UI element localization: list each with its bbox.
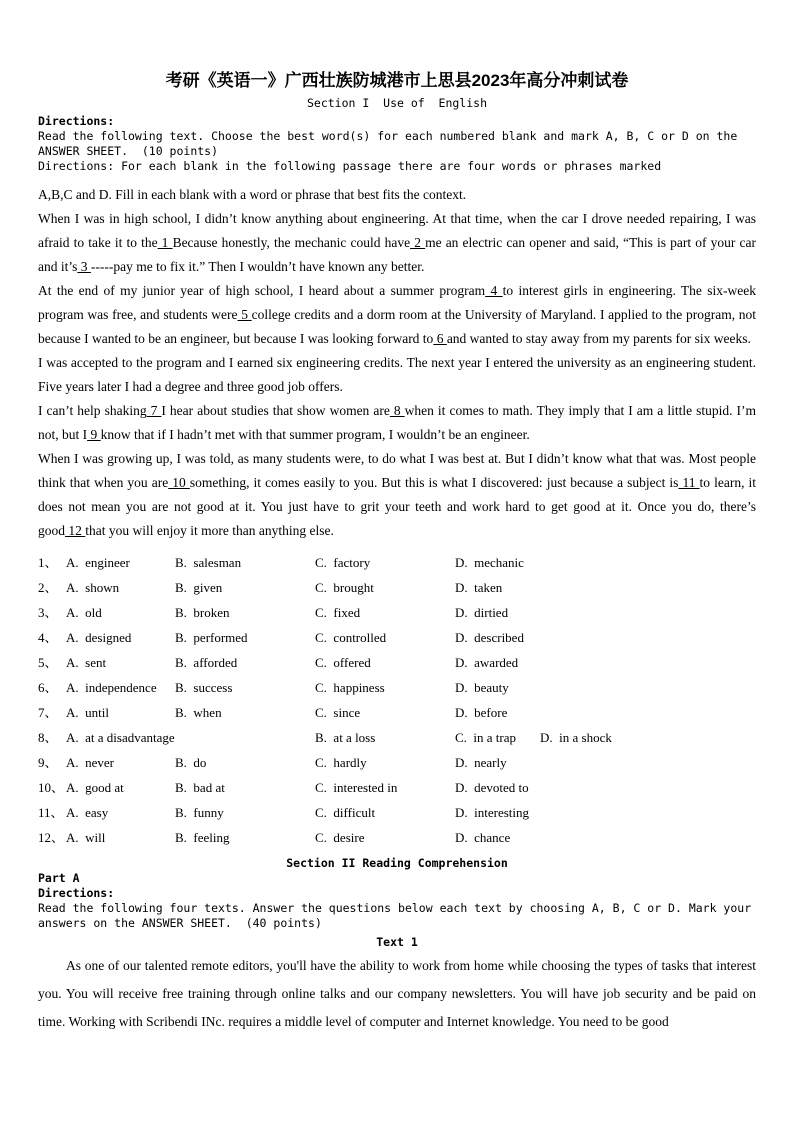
option-3-number: 3、 [38,605,58,620]
cloze-blank-6: 6 [433,331,447,346]
section2-directions-text: Read the following four texts. Answer the questions below each text by choosing A, B, C or D. Mark your answers on the ANSWER SHEET. (40 points) [38,901,759,930]
option-2-c: C. brought [315,580,374,595]
cloze-intro-line: A,B,C and D. Fill in each blank with a word or phrase that best fits the context. [38,187,467,202]
cloze-blank-1: 1 [157,235,173,250]
cloze-paragraph-2: At the end of my junior year of high school, I heard about a summer program 4 to interest girls in engineering. The six-week program was free, and students were 5 college credits and a dorm room at the University of Maryland. I applied to the program, not because I wanted to be an engineer, but because I was looking forward to 6 and wanted to stay away from my parents for six weeks. [38,283,757,346]
option-row-1 [38,550,756,575]
option-5-a: A. sent [66,655,107,670]
cloze-blank-5: 5 [237,307,252,322]
option-4-c: C. controlled [315,630,387,645]
cloze-paragraph-1: When I was in high school, I didn’t know anything about engineering. At that time, when the car I drove needed repairing, I was afraid to take it to the 1 Because honestly, the mechanic could have 2 me an electric can opener and said, “This is part of your car and it’s 3 -----pay me to fix it.” Then I wouldn’t have known any better. [38,211,757,274]
cloze-blank-8: 8 [389,403,405,418]
option-10-d: D. devoted to [455,780,529,795]
option-8-number: 8、 [38,730,58,745]
option-7-c: C. since [315,705,361,720]
option-11-a: A. easy [66,805,109,820]
option-8-b: B. at a loss [315,730,376,745]
option-7-a: A. until [66,705,109,720]
cloze-blank-9: 9 [87,427,101,442]
option-2-a: A. shown [66,580,120,595]
text1-heading: Text 1 [376,935,418,949]
cloze-blank-3: 3 [77,259,91,274]
option-9-c: C. hardly [315,755,367,770]
option-row-4 [38,625,756,650]
section2-directions-label: Directions: [38,886,115,900]
section1-directions-label: Directions: [38,114,115,128]
option-8-d: D. in a shock [540,730,612,745]
option-9-d: D. nearly [455,755,507,770]
cloze-blank-10: 10 [168,475,190,490]
option-3-c: C. fixed [315,605,361,620]
option-4-d: D. described [455,630,524,645]
cloze-passage [38,183,756,543]
section1-directions2: Directions: For each blank in the following passage there are four words or phrases marked [38,159,662,173]
option-9-a: A. never [66,755,115,770]
option-2-b: B. given [175,580,223,595]
option-7-number: 7、 [38,705,58,720]
option-8-a: A. at a disadvantage [66,730,175,745]
option-6-b: B. success [175,680,233,695]
cloze-paragraph-4: I can’t help shaking 7 I hear about studies that show women are 8 when it comes to math. They imply that I am a little stupid. I’m not, but I 9 know that if I hadn’t met with that summer program, I wouldn’t be an engineer. [38,403,757,442]
option-6-a: A. independence [66,680,157,695]
option-3-a: A. old [66,605,102,620]
option-12-c: C. desire [315,830,365,845]
option-11-d: D. interesting [455,805,530,820]
option-4-b: B. performed [175,630,248,645]
cloze-blank-12: 12 [65,523,86,538]
option-4-a: A. designed [66,630,132,645]
option-row-10 [38,775,756,800]
option-1-b: B. salesman [175,555,242,570]
option-row-8 [38,725,756,750]
option-9-number: 9、 [38,755,58,770]
option-row-3 [38,600,756,625]
option-2-d: D. taken [455,580,503,595]
option-3-b: B. broken [175,605,230,620]
option-6-c: C. happiness [315,680,385,695]
option-5-b: B. afforded [175,655,238,670]
cloze-blank-7: 7 [146,403,162,418]
page-title: 考研《英语一》广西壮族防城港市上思县2023年高分冲刺试卷 [165,71,629,90]
text1-paragraph: As one of our talented remote editors, you'll have the ability to work from home while choosing the types of tasks that interest you. You will receive free training through online talks and our company newsletters. You will have job security and be paid on time. Working with Scribendi INc. requires a middle level of computer and Internet knowledge. You need to be good [38,958,756,1029]
option-5-c: C. offered [315,655,371,670]
option-11-number: 11、 [38,805,64,820]
cloze-blank-2: 2 [410,235,426,250]
option-1-d: D. mechanic [455,555,524,570]
option-6-d: D. beauty [455,680,509,695]
option-7-b: B. when [175,705,222,720]
option-row-7 [38,700,756,725]
option-12-a: A. will [66,830,106,845]
option-5-d: D. awarded [455,655,519,670]
option-8-c: C. in a trap [455,730,517,745]
option-row-12 [38,825,756,850]
option-12-number: 12、 [38,830,65,845]
option-10-a: A. good at [66,780,124,795]
option-row-11 [38,800,756,825]
option-12-b: B. feeling [175,830,230,845]
option-11-c: C. difficult [315,805,376,820]
option-11-b: B. funny [175,805,224,820]
cloze-paragraph-3: I was accepted to the program and I earned six engineering credits. The next year I entered the university as an engineering student. Five years later I had a degree and three good job offers. [38,355,756,394]
option-1-number: 1、 [38,555,58,570]
section1-directions-text: Read the following text. Choose the best word(s) for each numbered blank and mark A, B, C or D on the ANSWER SHEET. (10 points) [38,129,745,158]
option-row-2 [38,575,756,600]
option-row-5 [38,650,756,675]
option-5-number: 5、 [38,655,58,670]
option-6-number: 6、 [38,680,58,695]
cloze-blank-4: 4 [485,283,503,298]
section2-heading: Section II Reading Comprehension [286,856,508,870]
option-4-number: 4、 [38,630,58,645]
option-row-6 [38,675,756,700]
option-10-b: B. bad at [175,780,225,795]
option-1-a: A. engineer [66,555,130,570]
option-10-number: 10、 [38,780,65,795]
option-9-b: B. do [175,755,207,770]
cloze-blank-11: 11 [678,475,700,490]
section1-heading: Section I Use of English [306,96,487,110]
option-2-number: 2、 [38,580,58,595]
option-7-d: D. before [455,705,508,720]
option-3-d: D. dirtied [455,605,509,620]
section2-part-label: Part A [38,871,80,885]
option-12-d: D. chance [455,830,511,845]
cloze-options-table [38,550,756,850]
option-10-c: C. interested in [315,780,398,795]
option-row-9 [38,750,756,775]
cloze-paragraph-5: When I was growing up, I was told, as many students were, to do what I was best at. But I didn’t know what that was. Most people think that when you are 10 something, it comes easily to you. But this is what I discovered: just because a subject is 11 to learn, it does not mean you are not good at it. You just have to grit your teeth and work hard to get good at it. Once you do, there’s good 12 that you will enjoy it more than anything else. [38,451,757,538]
option-1-c: C. factory [315,555,371,570]
